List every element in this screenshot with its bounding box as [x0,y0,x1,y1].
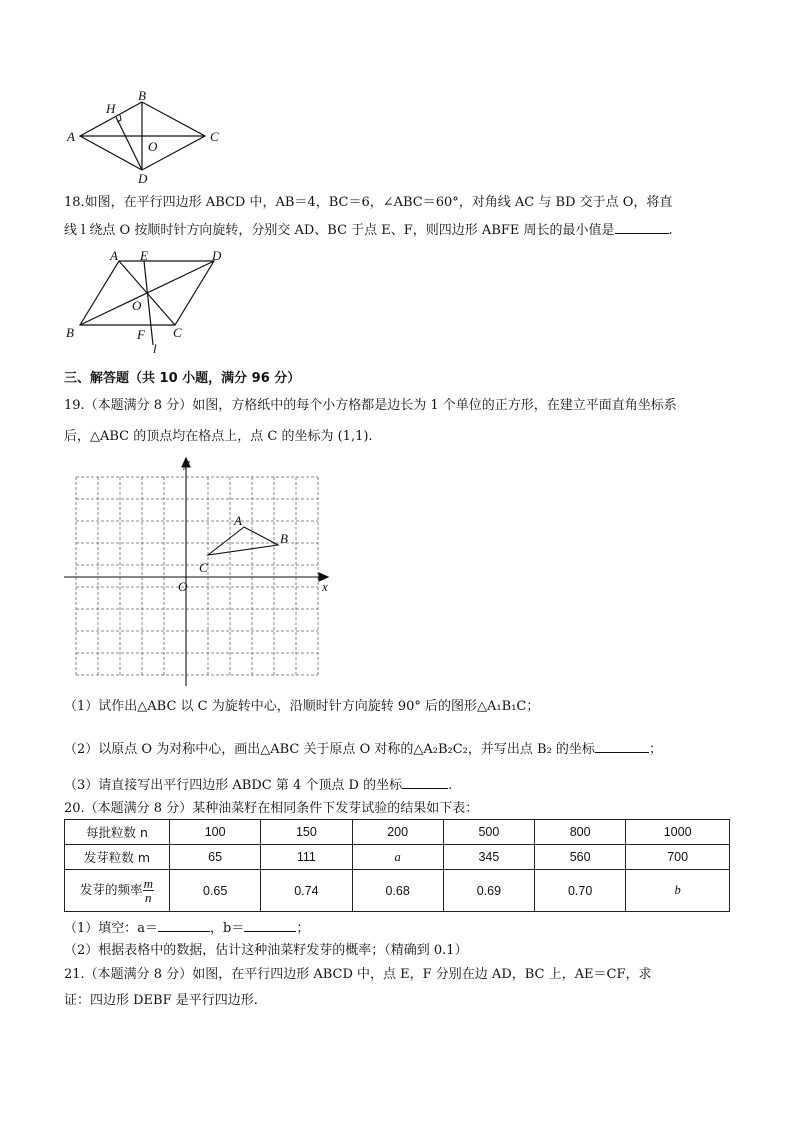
q18-line2-text: 线 l 绕点 O 按顺时针方向旋转，分别交 AD、BC 于点 E、F，则四边形 ABFE 周长的最小值是 [64,223,615,238]
q19-b2-answer-blank[interactable] [595,738,649,753]
x-axis-label: x [322,579,328,594]
table-cell: b [626,870,730,912]
label-C: C [199,560,208,575]
q18-line1: 18.如图，在平行四边形 ABCD 中，AB＝4，BC＝6，∠ABC＝60°，对角线 AC 与 BD 交于点 O，将直 [64,195,673,210]
coordinate-grid [60,450,340,690]
table-row [65,870,730,912]
q20-sub1-b: ，b＝ [210,921,245,936]
q21-line1: 21.（本题满分 8 分）如图，在平行四边形 ABCD 中，点 E，F 分别在边 AD，BC 上，AE＝CF，求 [64,967,652,982]
table-cell: 560 [535,845,626,870]
label-B: B [66,325,74,340]
table-cell: 65 [170,845,261,870]
label-l: l [153,341,157,356]
q20-sub1-a: （1）填空：a＝ [64,921,159,936]
q19-sub2 [64,738,662,760]
q20-a-answer-blank[interactable] [158,917,210,932]
label-B: B [138,88,146,103]
label-H: H [106,101,116,116]
table-cell: 0.65 [170,870,261,912]
label-F: F [137,327,145,342]
label-B: B [280,531,288,546]
label-A: A [110,248,118,263]
q20-sub1-end: ； [296,921,310,936]
triangle-abc [208,527,278,555]
table-row [65,820,730,845]
q19-sub2-end: ； [648,742,662,757]
q20-intro: 20.（本题满分 8 分）某种油菜籽在相同条件下发芽试验的结果如下表： [64,801,479,816]
table-cell: 500 [443,820,534,845]
q19-sub3 [64,774,452,796]
q19-sub1: （1）试作出△ABC 以 C 为旋转中心，沿顺时针方向旋转 90° 后的图形△A₁B₁C； [64,699,540,714]
label-A: A [67,129,75,144]
q21-line2: 证：四边形 DEBF 是平行四边形. [64,993,258,1008]
q19-line2: 后，△ABC 的顶点均在格点上，点 C 的坐标为 (1,1). [64,429,373,444]
table-cell: 0.68 [352,870,443,912]
table-cell: 800 [535,820,626,845]
label-D: D [138,171,148,186]
segment-dh [116,117,142,170]
germination-table [64,819,730,912]
q20-sub2: （2）根据表格中的数据，估计这种油菜籽发芽的概率；（精确到 0.1） [64,943,468,958]
frequency-label: 发芽的频率 [80,882,143,897]
table-cell: 700 [626,845,730,870]
row-header-m: 发芽粒数 m [65,845,170,870]
row-header-n: 每批粒数 n [65,820,170,845]
table-cell: 200 [352,820,443,845]
q19-sub3-end: . [448,778,453,793]
label-C: C [210,129,219,144]
table-cell: a [352,845,443,870]
label-C: C [173,325,182,340]
y-axis-label: y [184,455,190,470]
fraction-numerator: m [143,876,153,891]
table-cell: 345 [443,845,534,870]
q20-sub1 [64,917,309,939]
table-cell: 111 [261,845,352,870]
table-cell: 150 [261,820,352,845]
table-cell: 0.69 [443,870,534,912]
q19-sub3-text: （3）请直接写出平行四边形 ABDC 第 4 个顶点 D 的坐标 [64,778,403,793]
grid-lines [76,477,318,675]
table-cell: 0.70 [535,870,626,912]
q19-sub2-text: （2）以原点 O 为对称中心，画出△ABC 关于原点 O 对称的△A₂B₂C₂，并写出点 B₂ 的坐标 [64,742,595,757]
label-O: O [132,298,142,313]
line-l [144,261,153,345]
q19-line1: 19.（本题满分 8 分）如图，方格纸中的每个小方格都是边长为 1 个单位的正方形，在建立平面直角坐标系 [64,398,677,413]
q20-b-answer-blank[interactable] [244,917,296,932]
section-3-title: 三、解答题（共 10 小题，满分 96 分） [64,371,301,386]
rhombus-figure [62,86,232,186]
table-cell: 100 [170,820,261,845]
row-header-frequency [65,870,170,912]
table-row [65,845,730,870]
parallelogram-figure [62,247,232,357]
q18-line2: 线 l 绕点 O 按顺时针方向旋转，分别交 AD、BC 于点 E、F，则四边形 ABFE 周长的最小值是 . [64,219,673,241]
fraction-denominator: n [145,890,152,905]
label-O: O [148,139,158,154]
label-E: E [140,248,148,263]
q19-d-answer-blank[interactable] [402,774,448,789]
q18-answer-blank[interactable] [615,219,669,234]
table-cell: 1000 [626,820,730,845]
fraction-m-over-n [143,877,154,904]
table-cell: 0.74 [261,870,352,912]
label-D: D [212,248,222,263]
origin-label: O [178,579,188,594]
label-A: A [234,513,242,528]
